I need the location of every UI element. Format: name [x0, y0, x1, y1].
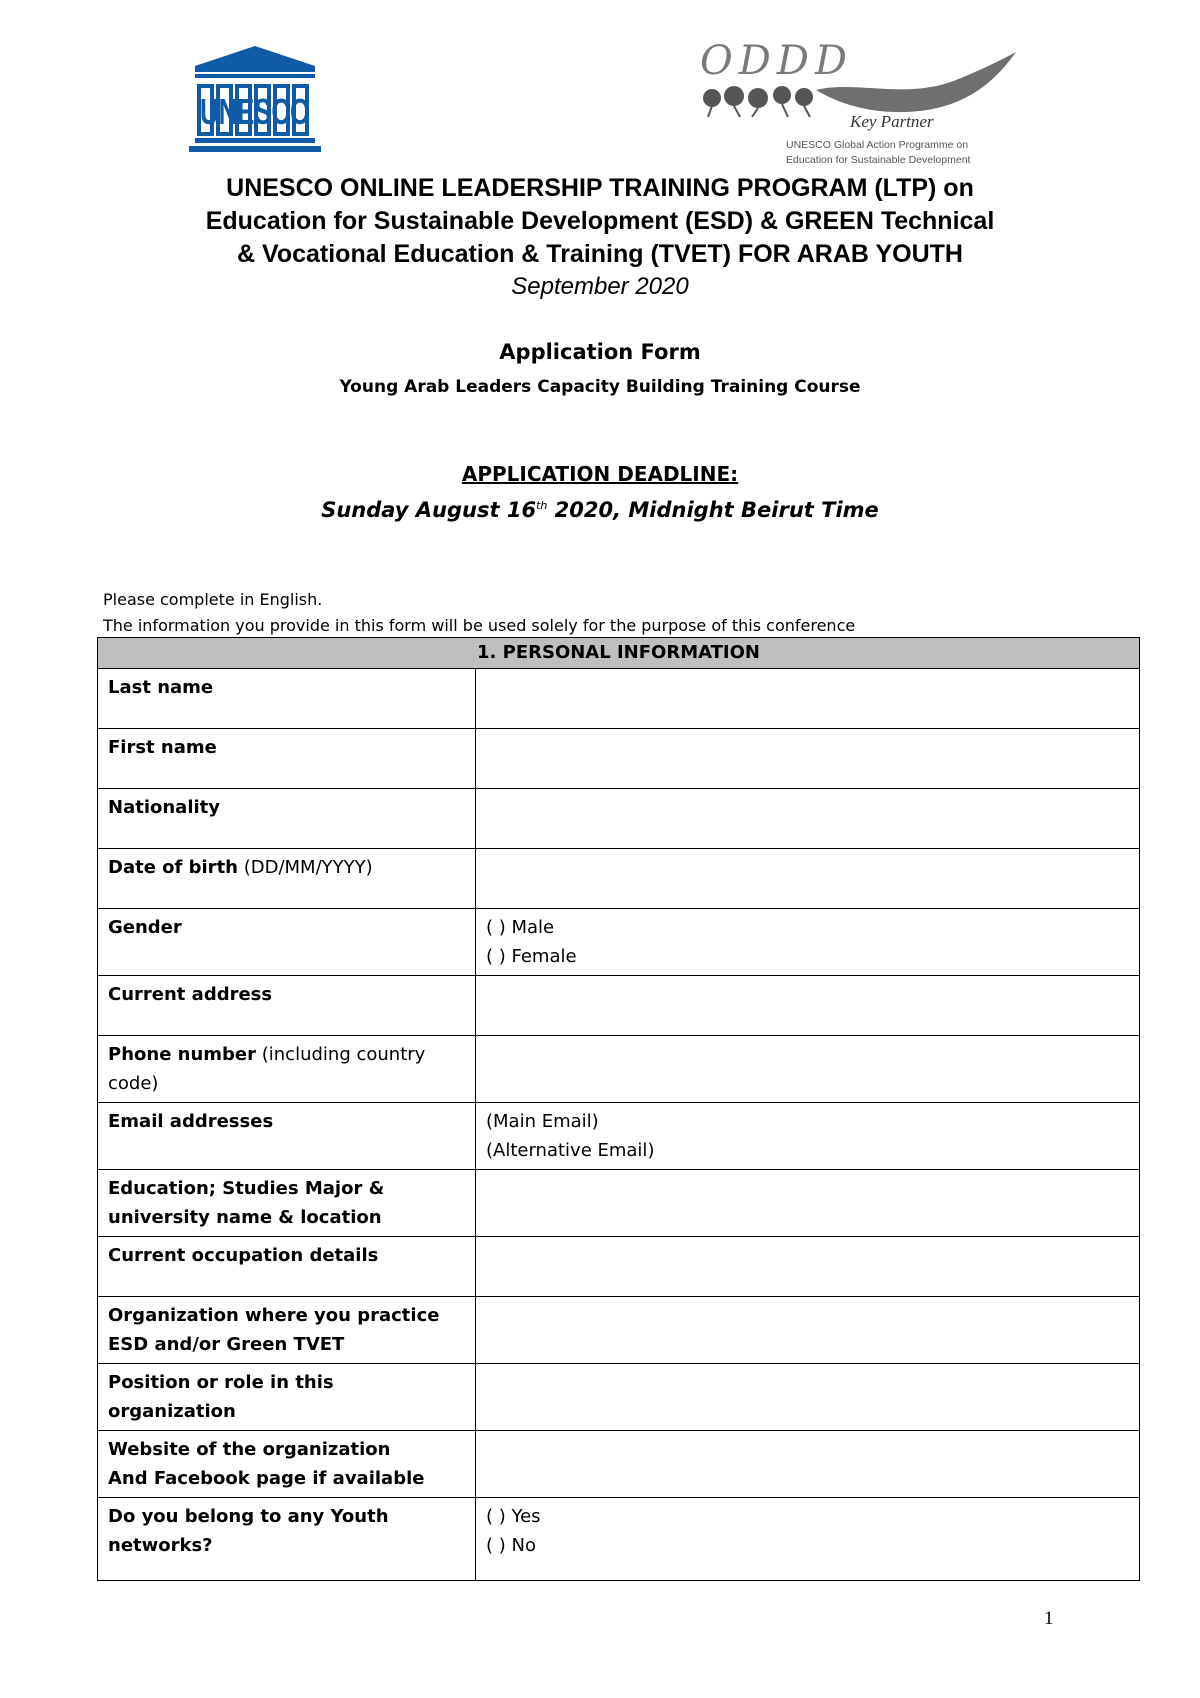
instructions: [103, 587, 855, 639]
field-label-occupation: Current occupation details: [98, 1237, 476, 1297]
youth-network-options: [476, 1498, 1140, 1581]
dob-format: (DD/MM/YYYY): [237, 857, 373, 878]
current-address-input[interactable]: [476, 976, 1140, 1036]
phone-note: (including country code): [108, 1044, 426, 1094]
deadline-time: 2020, Midnight Beirut Time: [547, 498, 879, 522]
partner-caption-line2: Education for Sustainable Development: [786, 154, 971, 166]
partner-letters: ODDD: [700, 38, 854, 84]
title-line-1: UNESCO ONLINE LEADERSHIP TRAINING PROGRAM (LTP) on: [226, 174, 974, 202]
unesco-logo-text: UNESCO: [200, 91, 310, 132]
youth-yes-option[interactable]: ( ) Yes: [486, 1506, 541, 1527]
instruction-privacy: The information you provide in this form will be used solely for the purpose of this conference: [103, 616, 856, 635]
table-row: [98, 1297, 1140, 1364]
deadline-label-text: APPLICATION DEADLINE:: [461, 462, 739, 486]
field-label-phone-number: [98, 1036, 476, 1103]
partner-logo: [700, 38, 1020, 168]
field-label-website: [98, 1431, 476, 1498]
organization-label-line1: Organization where you practice: [108, 1305, 440, 1326]
field-label-gender: Gender: [98, 909, 476, 976]
page-number: 1: [1044, 1608, 1054, 1629]
website-input[interactable]: [476, 1431, 1140, 1498]
field-label-nationality: Nationality: [98, 789, 476, 849]
field-label-date-of-birth: [98, 849, 476, 909]
position-input[interactable]: [476, 1364, 1140, 1431]
youth-label-line1: Do you belong to any Youth: [108, 1506, 389, 1527]
nationality-input[interactable]: [476, 789, 1140, 849]
unesco-logo: [185, 44, 325, 154]
gender-female-option[interactable]: ( ) Female: [486, 946, 577, 967]
form-title: Application Form: [499, 340, 701, 364]
table-row: [98, 669, 1140, 729]
education-label-line2: university name & location: [108, 1207, 382, 1228]
form-subtitle: Young Arab Leaders Capacity Building Training Course: [339, 377, 861, 397]
field-label-youth-networks: [98, 1498, 476, 1581]
swoosh-icon: [816, 50, 1016, 120]
occupation-input[interactable]: [476, 1237, 1140, 1297]
youth-no-option[interactable]: ( ) No: [486, 1535, 536, 1556]
field-label-last-name: Last name: [98, 669, 476, 729]
youth-label-line2: networks?: [108, 1535, 213, 1556]
gender-options: [476, 909, 1140, 976]
table-row: [98, 1103, 1140, 1170]
deadline-date: Sunday August 16: [321, 498, 537, 522]
table-row: [98, 976, 1140, 1036]
partner-caption: [786, 138, 970, 168]
dob-label: Date of birth: [108, 857, 238, 878]
main-email-field[interactable]: (Main Email): [486, 1111, 599, 1132]
field-label-current-address: Current address: [98, 976, 476, 1036]
field-label-organization: [98, 1297, 476, 1364]
website-label-line1: Website of the organization: [108, 1439, 391, 1460]
organization-label-line2: ESD and/or Green TVET: [108, 1334, 345, 1355]
field-label-first-name: First name: [98, 729, 476, 789]
title-line-3: & Vocational Education & Training (TVET) FOR ARAB YOUTH: [237, 240, 963, 268]
field-label-email: Email addresses: [98, 1103, 476, 1170]
table-row: [98, 1431, 1140, 1498]
table-row: [98, 1364, 1140, 1431]
phone-number-input[interactable]: [476, 1036, 1140, 1103]
table-row: [98, 1170, 1140, 1237]
program-date: September 2020: [511, 273, 689, 300]
deadline-label: [100, 462, 1100, 486]
instruction-language: Please complete in English.: [103, 590, 323, 609]
deadline-suffix: th: [536, 499, 548, 512]
section-header: 1. PERSONAL INFORMATION: [98, 638, 1140, 669]
program-title: [100, 172, 1100, 303]
education-label-line1: Education; Studies Major &: [108, 1178, 385, 1199]
table-row: [98, 909, 1140, 976]
table-row: [98, 849, 1140, 909]
partner-caption-line1: UNESCO Global Action Programme on: [786, 139, 969, 151]
table-row: [98, 1036, 1140, 1103]
key-partner-label: Key Partner: [850, 112, 934, 131]
first-name-input[interactable]: [476, 729, 1140, 789]
alternative-email-field[interactable]: (Alternative Email): [486, 1140, 655, 1161]
table-row: [98, 1237, 1140, 1297]
date-of-birth-input[interactable]: [476, 849, 1140, 909]
organization-input[interactable]: [476, 1297, 1140, 1364]
field-label-education: [98, 1170, 476, 1237]
email-fields: [476, 1103, 1140, 1170]
education-input[interactable]: [476, 1170, 1140, 1237]
title-line-2: Education for Sustainable Development (ESD) & GREEN Technical: [205, 207, 995, 235]
table-row: [98, 789, 1140, 849]
phone-label: Phone number: [108, 1044, 257, 1065]
personal-information-table: [97, 637, 1140, 1581]
website-label-line2: And Facebook page if available: [108, 1468, 425, 1489]
field-label-position: Position or role in this organization: [98, 1364, 476, 1431]
table-row: [98, 729, 1140, 789]
gender-male-option[interactable]: ( ) Male: [486, 917, 555, 938]
last-name-input[interactable]: [476, 669, 1140, 729]
table-row: [98, 1498, 1140, 1581]
deadline-text: [100, 498, 1100, 522]
